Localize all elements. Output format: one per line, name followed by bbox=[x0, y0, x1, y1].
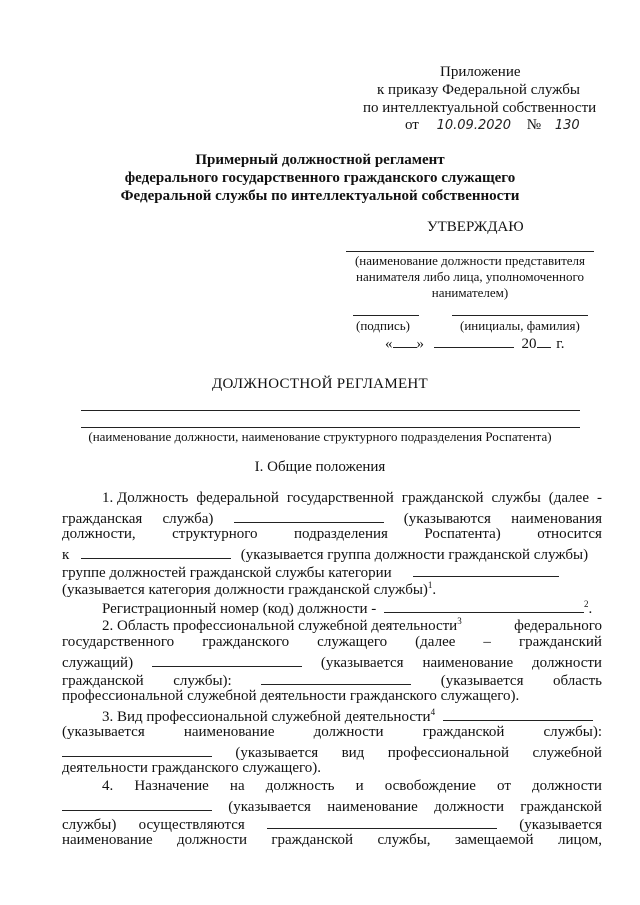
word: службы) bbox=[62, 817, 117, 833]
fill-blank bbox=[62, 796, 212, 811]
word: наименование bbox=[422, 655, 514, 671]
date-prefix: от bbox=[405, 117, 419, 133]
position-name-line-1 bbox=[81, 410, 580, 411]
handwritten-date: 10.09.2020 bbox=[436, 118, 512, 133]
word: относится bbox=[537, 526, 602, 542]
word: федерального bbox=[514, 618, 602, 634]
word: структурного bbox=[172, 526, 258, 542]
reglament-heading: ДОЛЖНОСТНОЙ РЕГЛАМЕНТ bbox=[211, 376, 429, 392]
word: Роспатента) bbox=[424, 526, 501, 542]
p2-line4 bbox=[62, 670, 602, 690]
word: (указывается bbox=[235, 745, 319, 761]
p4-line2 bbox=[62, 796, 602, 816]
word: должности bbox=[177, 832, 247, 848]
position-name-line-2 bbox=[81, 427, 580, 428]
word: (указываются bbox=[403, 511, 491, 527]
initials-line bbox=[452, 315, 588, 316]
word: освобождение bbox=[384, 778, 476, 794]
text: Регистрационный номер (код) должности - bbox=[102, 601, 377, 617]
word: лицом, bbox=[557, 832, 602, 848]
fill-blank bbox=[62, 742, 212, 757]
word: подразделения bbox=[293, 526, 388, 542]
word: службы): bbox=[173, 673, 232, 689]
fill-blank bbox=[413, 562, 559, 577]
word: гражданской bbox=[62, 673, 144, 689]
year-suffix: г. bbox=[556, 336, 565, 352]
text: 3. Вид профессиональной служебной деятельности bbox=[102, 709, 431, 725]
word: государственного bbox=[62, 634, 175, 650]
word: гражданского bbox=[202, 634, 290, 650]
fill-blank bbox=[152, 652, 302, 667]
approver-caption-2: нанимателя либо лица, уполномоченного bbox=[356, 269, 584, 284]
text: (указывается категория должности гражданской службы) bbox=[62, 582, 428, 598]
word: наименование bbox=[327, 799, 418, 815]
approver-caption-3: нанимателем) bbox=[431, 285, 509, 300]
doc-title-line2: федерального государственного гражданского служащего bbox=[124, 170, 516, 186]
p2-line2 bbox=[62, 634, 602, 651]
footnote-ref: 4 bbox=[430, 707, 436, 717]
word: осуществляются bbox=[138, 817, 245, 833]
doc-title-line1: Примерный должностной регламент bbox=[195, 152, 445, 168]
word: (указывается bbox=[519, 817, 602, 833]
approval-date-row bbox=[385, 333, 564, 353]
word: служащего bbox=[317, 634, 388, 650]
word: (далее bbox=[548, 490, 589, 506]
approver-position-line bbox=[346, 251, 594, 252]
year-prefix: 20 bbox=[521, 336, 537, 352]
fill-blank bbox=[81, 544, 231, 559]
word: профессиональной bbox=[387, 745, 510, 761]
p2-line3 bbox=[62, 652, 602, 672]
p4-line4 bbox=[62, 832, 602, 849]
p1-line1 bbox=[102, 490, 602, 507]
word: наименования bbox=[511, 511, 602, 527]
p1-reg-line: Регистрационный номер (код) должности - $^2$. bbox=[102, 599, 593, 617]
p1-line3 bbox=[62, 526, 602, 543]
fill-blank bbox=[261, 670, 411, 685]
word: (указывается bbox=[440, 673, 524, 689]
approver-caption-1: (наименование должности представителя bbox=[354, 253, 586, 268]
text: 2. Область профессиональной служебной деятельности$^3$ bbox=[102, 616, 462, 634]
word: 4. bbox=[102, 778, 114, 794]
word: наименование bbox=[62, 832, 153, 848]
word: (указывается bbox=[62, 724, 145, 740]
word: должности bbox=[434, 799, 505, 815]
word: от bbox=[497, 778, 511, 794]
quote-close: » bbox=[416, 336, 424, 352]
signature-line bbox=[353, 315, 419, 316]
word: замещаемой bbox=[454, 832, 534, 848]
word: гражданской bbox=[520, 799, 602, 815]
annex-order-line: к приказу Федеральной службы bbox=[377, 82, 581, 98]
word: 1. Должность bbox=[102, 490, 189, 506]
approve-word: УТВЕРЖДАЮ bbox=[427, 219, 524, 235]
p4-line3 bbox=[62, 814, 602, 834]
fill-blank bbox=[443, 706, 593, 721]
word: (указывается bbox=[320, 655, 404, 671]
year-blank bbox=[537, 333, 551, 348]
p1-line5 bbox=[62, 562, 559, 582]
word: гражданской bbox=[422, 724, 505, 740]
word: (далее bbox=[415, 634, 456, 650]
signature-caption: (подпись) bbox=[356, 318, 410, 333]
quote-open: « bbox=[385, 336, 393, 352]
annex-date-row bbox=[405, 117, 605, 134]
text: группе должностей гражданской службы категории bbox=[62, 565, 392, 581]
word: гражданской bbox=[401, 490, 484, 506]
word: гражданской bbox=[271, 832, 354, 848]
word: федеральной bbox=[196, 490, 279, 506]
p4-line1 bbox=[102, 778, 602, 795]
word: гражданская bbox=[62, 511, 143, 527]
word: службы): bbox=[543, 724, 602, 740]
word: должности bbox=[532, 778, 602, 794]
p2-line1 bbox=[102, 616, 602, 635]
number-sign: № bbox=[526, 117, 542, 133]
p3-line1 bbox=[102, 706, 593, 726]
annex-label: Приложение bbox=[440, 64, 521, 80]
p3-line4: деятельности гражданского служащего). bbox=[62, 760, 322, 776]
word: вид bbox=[341, 745, 365, 761]
word: службы, bbox=[377, 832, 431, 848]
p3-line2 bbox=[62, 724, 602, 741]
doc-title-line3: Федеральной службы по интеллектуальной собственности bbox=[120, 188, 520, 204]
word: должности bbox=[313, 724, 384, 740]
fill-blank bbox=[267, 814, 497, 829]
word: наименование bbox=[183, 724, 275, 740]
p2-line5: профессиональной служебной деятельности гражданского служащего). bbox=[62, 688, 520, 704]
annex-service-line: по интеллектуальной собственности bbox=[363, 100, 597, 116]
word: государственной bbox=[286, 490, 394, 506]
word: – bbox=[483, 634, 491, 650]
word: Назначение bbox=[134, 778, 209, 794]
word: должности, bbox=[62, 526, 136, 542]
word: - bbox=[596, 490, 602, 506]
p1-line6: (указывается категория должности гражданской службы)$^1$. bbox=[62, 580, 437, 598]
word: (указывается bbox=[228, 799, 311, 815]
handwritten-number: 130 bbox=[554, 118, 580, 133]
fill-blank bbox=[234, 508, 384, 523]
word: область bbox=[553, 673, 602, 689]
footnote-ref: 2 bbox=[584, 599, 589, 609]
p1-line2 bbox=[62, 508, 602, 528]
word: гражданский bbox=[518, 634, 602, 650]
word: к bbox=[62, 547, 70, 563]
footnote-ref: 1 bbox=[427, 580, 433, 590]
word: должности bbox=[532, 655, 602, 671]
word: должность bbox=[265, 778, 335, 794]
word: и bbox=[355, 778, 364, 794]
position-caption: (наименование должности, наименование структурного подразделения Роспатента) bbox=[88, 429, 552, 444]
word: служебной bbox=[532, 745, 602, 761]
month-blank bbox=[434, 333, 514, 348]
section-heading: I. Общие положения bbox=[254, 459, 386, 475]
word: (указывается группа должности гражданской службы) bbox=[240, 547, 589, 563]
initials-caption: (инициалы, фамилия) bbox=[460, 318, 580, 333]
fill-blank bbox=[384, 598, 584, 613]
word: на bbox=[229, 778, 245, 794]
word: служащий) bbox=[62, 655, 134, 671]
day-blank bbox=[393, 333, 417, 348]
word: службы bbox=[491, 490, 541, 506]
p1-line4 bbox=[62, 544, 588, 564]
word: служба) bbox=[162, 511, 214, 527]
p3-line3 bbox=[62, 742, 602, 762]
